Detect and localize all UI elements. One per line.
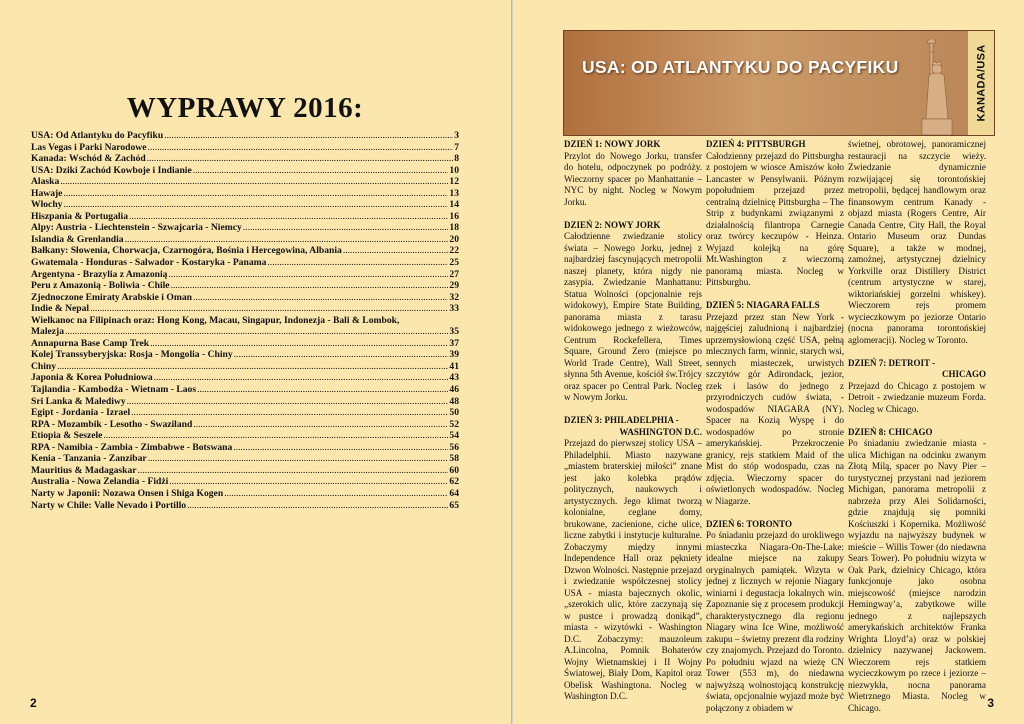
day-section [564,139,702,208]
toc-entry-page: 35 [449,326,459,338]
toc-leader-dots [63,188,448,200]
toc-entry-title: Bałkany: Słowenia, Chorwacja, Czarnogóra, Bośnia i Hercegowina, Albania [31,245,342,257]
toc-entry-page: 13 [449,187,459,199]
itinerary-columns [564,139,988,724]
toc-entry [31,269,459,281]
toc-entry-title: Argentyna - Brazylia z Amazonią [31,268,168,280]
toc-entry [31,130,459,142]
toc-entry-page: 22 [449,245,459,257]
toc-entry-page: 60 [449,464,459,476]
toc-entry [31,384,459,396]
toc-entry [31,338,459,350]
day-description: Przejazd do Chicago z postojem w Detroit - zwiedzanie muzeum Forda. Nocleg w Chicago. [848,380,986,414]
toc-entry-page: 10 [449,164,459,176]
text-column [564,139,702,724]
toc-entry [31,372,459,384]
toc-entry-title: Kolej Transsyberyjska: Rosja - Mongolia - Chiny [31,349,233,361]
toc-leader-dots [63,199,448,211]
toc-leader-dots [234,349,449,361]
toc-entry [31,349,459,361]
toc-entry-page: 50 [449,407,459,419]
day-heading: DZIEŃ 1: NOWY JORK [564,139,661,149]
toc-entry [31,199,459,211]
text-column [848,139,986,724]
toc-entry-title: RPA - Mozambik - Lesotho - Swaziland [31,418,193,430]
table-of-contents [31,130,459,511]
toc-entry-page: 29 [449,280,459,292]
day-heading: DZIEŃ 4: PITTSBURGH [706,139,806,149]
toc-leader-dots [147,153,453,165]
toc-entry [31,211,459,223]
toc-entry [31,396,459,408]
toc-entry [31,303,459,315]
toc-leader-dots [129,211,448,223]
day-heading: DZIEŃ 2: NOWY JORK [564,219,661,230]
toc-leader-dots [171,280,449,292]
toc-entry-title: Włochy [31,199,63,211]
toc-entry-title: Peru z Amazonią - Boliwia - Chile [31,280,170,292]
toc-entry-title: Narty w Japonii: Nozawa Onsen i Shiga Kogen [31,487,224,499]
day-heading: DZIEŃ 8: CHICAGO [848,426,933,437]
toc-entry [31,488,459,500]
day-description: Przylot do Nowego Jorku, transfer do hotelu, odpoczynek po podróży. Wieczorny spacer po Manhattanie – NYC by night. Nocleg w Nowym Jorku. [564,150,702,207]
toc-leader-dots [343,245,449,257]
toc-leader-dots [187,500,448,512]
toc-entry-title: Wielkanoc na Filipinach oraz: Hong Kong, Macau, Singapur, Indonezja - Bali & Lombok, [31,314,400,326]
day-heading: DZIEŃ 5: NIAGARA FALLS [706,300,820,310]
toc-entry [31,430,459,442]
toc-entry-title: Australia - Nowa Zelandia - Fidżi [31,476,169,488]
day-section [706,519,844,715]
day-section [564,220,702,404]
toc-entry [31,442,459,454]
day-description: Przejazd do pierwszej stolicy USA – Philadelphii. Miasto nazywane „miastem braterskiej miłości” znane jest jako kolebka prądów politycznych, naukowych i artystycznych. Jego klimat tworzą kolonialne, ceglane domy, brukowane, zacienione, ciche ulice, liczne zabytki i instytucje kulturalne. Zobaczymy między innymi Independence Hall oraz pękniety Dzwon Wolności. Następnie przejazd i zwiedzanie współczesnej stolicy USA - miasta bajecznych okolic, „szerokich ulic, które zaczynają się w pustce i prowadzą donikąd”, miasta - wizytówki - Washington D.C. Zobaczymy: mauzoleum A.Lincolna, Pomnik Bohaterów Wojny Wietnamskiej i II Wojny Światowej, Biały Dom, Kapitol oraz Obelisk Washingtona. Nocleg w Washington D.C. [564,438,702,701]
toc-leader-dots [60,176,448,188]
toc-entry-page: 52 [449,418,459,430]
page-number-left: 2 [30,696,37,710]
toc-leader-dots [168,269,448,281]
toc-entry-page: 62 [449,476,459,488]
toc-entry-title: Indie & Nepal [31,303,90,315]
toc-entry [31,257,459,269]
toc-entry-page: 48 [449,395,459,407]
day-section [706,139,844,289]
toc-entry-page: 8 [454,153,459,165]
day-heading-cont: CHICAGO [941,369,986,379]
toc-entry-title: Etiopia & Seszele [31,430,103,442]
toc-leader-dots [103,430,448,442]
toc-entry [31,165,459,177]
day-description: Całodzienny przejazd do Pittsburgha z postojem w wiosce Amiszów koło Lancaster w Pensylwanii. Późnym popołudniem przejazd przez centralną dzielnicę Pittsburgha – The Strip z budynkami związanymi z działalnością filantropa Carnegie oraz twórcy keczupów - Heinza. Wyjazd kolejką na górę Mt.Washington z wieczorną panoramą miasta. Nocleg w Pittsburghu. [706,150,844,287]
toc-leader-dots [148,142,454,154]
text-column [706,139,844,724]
toc-entry-title: Chiny [31,360,57,372]
toc-entry-title: Gwatemala - Honduras - Salwador - Kostaryka - Panama [31,257,267,269]
toc-entry [31,188,459,200]
toc-entry [31,407,459,419]
toc-leader-dots [57,361,448,373]
toc-entry-page: 25 [449,257,459,269]
toc-entry-title: USA: Od Atlantyku do Pacyfiku [31,130,164,141]
right-page [513,0,1024,724]
toc-leader-dots [164,130,453,142]
toc-entry-title: Alaska [31,176,60,188]
day-description: Przejazd przez stan New York - najgęściej zaludnioną i najbardziej uprzemysłowioną część USA, pełną mlecznych farm, winnic, starych wsi, sennych miasteczek, urwistych szczytów gór Adirondack, jezior, rzek i lasów do jednego z przyrodniczych cudów świata, - wodospadów NIAGARA (NY). Spacer na Kozią Wyspę i do wodospadów po stronie amerykańskiej. Przekroczenie granicy, rejs statkiem Maid of the Mist do stóp wodospadu, czas na zdjęcia. Wieczorny spacer do oświetlonych wodospadów. Nocleg w Niagarze. [706,311,844,506]
toc-entry [31,142,459,154]
toc-entry-page: 64 [449,487,459,499]
toc-entry [31,465,459,477]
toc-leader-dots [243,222,449,234]
toc-entry-title: Annapurna Base Camp Trek [31,337,150,349]
day-heading-cont: WASHINGTON D.C. [619,426,702,437]
toc-entry-title: Islandia & Grenlandia [31,233,124,245]
toc-leader-dots [169,476,448,488]
day-description: Całodzienne zwiedzanie stolicy świata – Nowego Jorku, jednej z najbardziej fascynujących metropolii naszej planety, która nigdy nie zasypia. Zwiedzanie Manhattanu: Statua Wolności (opcjonalnie rejs widokowy), Empire State Building, panorama miasta z tarasu widokowego jednego z wieżowców, Centrum Rockefellera, Times Square, Ground Zero (miejsce po World Trade Centre), Wall Street, słynna 5th Avenue, kościół św.Trójcy oraz spacer po Central Park. Nocleg w Nowym Jorku. [564,231,702,402]
toc-entry-page: 18 [449,222,459,234]
day-section [564,415,702,703]
toc-entry-page: 54 [449,430,459,442]
toc-leader-dots [150,338,448,350]
day-heading: DZIEŃ 3: PHILADELPHIA - [564,415,679,425]
toc-entry-title-cont: Malezja [31,326,65,338]
toc-entry-title: Japonia & Korea Południowa [31,372,153,384]
day-description: Po śniadaniu zwiedzanie miasta - ulica Michigan na odcinku zwanym Złotą Milą, spacer po Navy Pier – turystycznej przystani nad jeziorem Michigan, panorama metropolii z nabrzeża przy Alei Solidarności, gdzie znajdują się pomniki Kościuszki i Kopernika. Możliwość wyjazdu na najwyższy budynek w mieście – Willis Tower (do niedawna Sears Tower). Po południu wizyta w Oak Park, dzielnicy Chicago, która funkcjonuje jako osobna miejscowość (miejsce narodzin Hemingway’a, zabytkowe wille jednego z najlepszych amerykańskich architektów Franka Wrighta Lloyd’a) oraz w polskiej dzielnicy nazywanej Jackowem. Wieczorem rejs statkiem wycieczkowym po rzece i jeziorze – niezwykła, nocna panorama Wietrznego Miasta. Nocleg w Chicago. [848,438,986,713]
toc-entry [31,245,459,257]
toc-leader-dots [154,372,449,384]
day-heading: DZIEŃ 6: TORONTO [706,518,793,529]
toc-entry-page: 56 [449,441,459,453]
day-section [848,358,986,416]
toc-entry-title: Kanada: Wschód & Zachód [31,153,146,165]
page-title: WYPRAWY 2016: [126,92,364,124]
toc-entry [31,315,459,338]
toc-entry-title: Sri Lanka & Malediwy [31,395,126,407]
toc-leader-dots [193,292,448,304]
toc-entry-page: 46 [449,384,459,396]
toc-entry-page: 43 [449,372,459,384]
toc-leader-dots [90,303,448,315]
day-heading: DZIEŃ 7: DETROIT - [848,357,936,368]
banner-title: USA: OD ATLANTYKU DO PACYFIKU [582,57,899,77]
toc-entry [31,280,459,292]
day-description: świetnej, obrotowej, panoramicznej restauracji na szczycie wieży. Zwiedzanie dynamicznie rozwijającej się torontońskiej metropolii, będącej handlowym oraz finansowym centrum Kanady - objazd miasta (Rogers Centre, Air Canada Centre, City Hall, the Royal Ontario Museum oraz Dundas Square), a także w modnej, zamożnej, artystycznej dzielnicy Yorkville oraz Distillery District (centrum artystyczne w starej, wiktoriańskiej gorzelni whiskey). Wieczorem rejs promem wycieczkowym po jeziorze Ontario (nocna panorama torontońskiej aglomeracji). Nocleg w Toronto. [848,139,986,345]
toc-entry-page: 27 [449,268,459,280]
toc-entry [31,361,459,373]
toc-leader-dots [224,488,448,500]
toc-leader-dots [127,396,449,408]
toc-entry-page: 65 [449,499,459,511]
day-description: Po śniadaniu przejazd do urokliwego miasteczka Niagara-On-The-Lake: idealne miejsce na zakupy oryginalnych pamiątek. Wizyta w jednej z licznych w rejonie Niagary winiarni i degustacja lokalnych win. Zapoznanie się z procesem produkcji charakterystycznego dla regionu Niagary wina Ice Wine, możliwość zakupu – świetny prezent dla rodziny czy znajomych. Przejazd do Toronto. Po południu wjazd na wieżę CN Tower (553 m), do niedawna najwyższą wolnostojącą konstrukcję świata, opcjonalnie wyjazd może być połączony z obiadem w [706,530,844,713]
toc-leader-dots [138,465,449,477]
toc-entry-title: Hiszpania & Portugalia [31,210,129,222]
toc-leader-dots [125,234,449,246]
toc-entry [31,153,459,165]
toc-entry-title: Kenia - Tanzania - Zanzibar [31,453,147,465]
toc-entry-page: 16 [449,210,459,222]
toc-entry-title: Mauritius & Madagaskar [31,464,137,476]
toc-entry [31,453,459,465]
toc-entry-title: Zjednoczone Emiraty Arabskie i Oman [31,291,192,303]
toc-entry [31,176,459,188]
toc-leader-dots [197,384,448,396]
toc-entry-title: Hawaje [31,187,63,199]
toc-entry [31,234,459,246]
toc-entry-page: 33 [449,303,459,315]
toc-entry-page: 12 [449,176,459,188]
toc-entry-page: 39 [449,349,459,361]
toc-entry-title: Las Vegas i Parki Narodowe [31,141,147,153]
toc-entry-title: Tajlandia - Kambodża - Wietnam - Laos [31,384,197,396]
toc-entry-title: RPA - Namibia - Zambia - Zimbabwe - Botswana [31,441,233,453]
toc-leader-dots [193,165,449,177]
side-tab-label: KANADA/USA [975,44,988,122]
toc-entry-page: 32 [449,291,459,303]
toc-leader-dots [193,419,448,431]
toc-entry [31,500,459,512]
toc-entry [31,222,459,234]
toc-entry-title: Narty w Chile: Valle Nevado i Portillo [31,499,187,511]
toc-entry [31,419,459,431]
toc-leader-dots [148,453,449,465]
toc-entry-page: 20 [449,233,459,245]
toc-entry [31,292,459,304]
toc-leader-dots [267,257,448,269]
statue-of-liberty-icon [910,39,960,135]
toc-entry-page: 14 [449,199,459,211]
toc-leader-dots [65,326,448,338]
toc-entry-page: 7 [454,141,459,153]
toc-entry-page: 41 [449,360,459,372]
toc-entry-title: Alpy: Austria - Liechtenstein - Szwajcaria - Niemcy [31,222,242,234]
header-banner [563,30,995,136]
day-section [848,427,986,715]
page-number-right: 3 [987,696,994,710]
toc-leader-dots [131,407,448,419]
section-side-tab [968,31,994,135]
toc-entry-title: Egipt - Jordania - Izrael [31,407,131,419]
toc-entry-page: 37 [449,337,459,349]
toc-leader-dots [233,442,448,454]
toc-entry [31,476,459,488]
toc-entry-page: 58 [449,453,459,465]
day-section [706,300,844,507]
day-section [848,139,986,346]
toc-entry-page: 3 [454,130,459,141]
toc-entry-title: USA: Dziki Zachód Kowboje i Indianie [31,164,192,176]
